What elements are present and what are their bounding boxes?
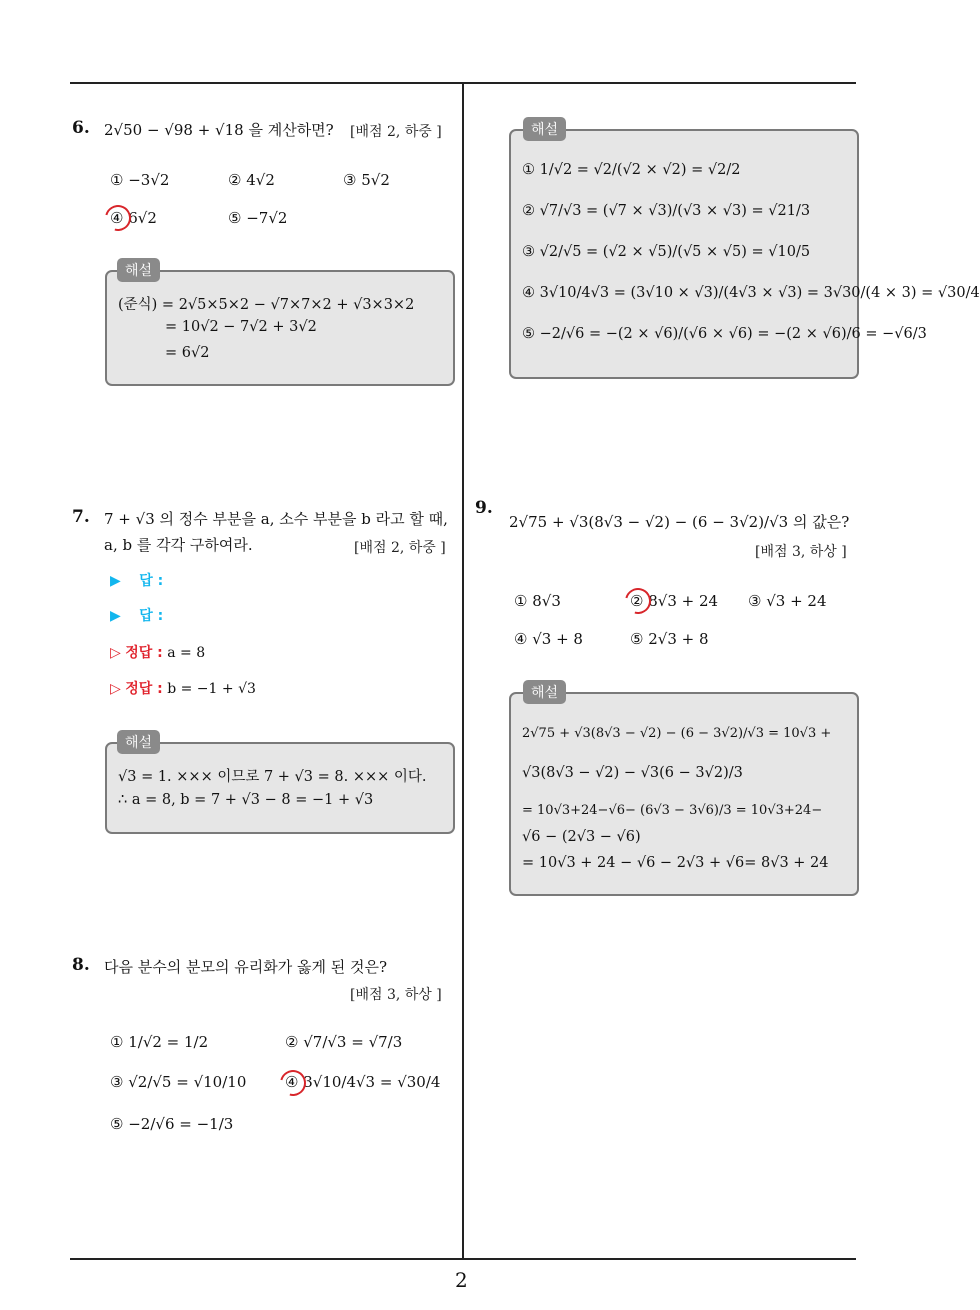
q8-solution-line-2: ② √7/√3 = (√7 × √3)/(√3 × √3) = √21/3 [522,203,811,219]
q9-solution-line-5: = 10√3 + 24 − √6 − 2√3 + √6= 8√3 + 24 [522,855,829,871]
q7-correct-label-1: 정답 : [125,645,163,661]
q8-meta: [배점 3, 하상 ] [350,987,442,1003]
q8-solution-line-4: ④ 3√10/4√3 = (3√10 × √3)/(4√3 × √3) = 3√30/(4 × 3) = √30/4 [522,285,980,301]
q7-meta: [배점 2, 하중 ] [354,540,446,556]
q6-option-5[interactable]: ⑤ −7√2 [228,209,288,227]
q7-solution-box [105,742,455,834]
q7-text-line-1: 7 + √3 의 정수 부분을 a, 소수 부분을 b 라고 할 때, [104,510,448,528]
q9-option-4[interactable]: ④ √3 + 8 [514,630,583,648]
page-number: 2 [455,1268,468,1292]
q6-solution-tag: 해설 [117,258,160,282]
q7-correct-value-2: b = −1 + √3 [167,681,256,697]
filled-triangle-icon: ▶ [110,608,121,624]
q6-solution-line-3: = 6√2 [165,345,210,361]
column-divider [462,83,464,1259]
q6-option-3[interactable]: ③ 5√2 [343,171,390,189]
q7-solution-tag: 해설 [117,730,160,754]
q9-solution-line-4: √6 − (2√3 − √6) [522,829,641,845]
outline-triangle-icon: ▷ [110,681,121,697]
q6-option-1[interactable]: ① −3√2 [110,171,170,189]
bottom-rule [70,1258,856,1260]
q9-option-3[interactable]: ③ √3 + 24 [748,592,827,610]
q8-option-4[interactable]: ④ 3√10/4√3 = √30/4 [285,1073,441,1091]
q9-solution-line-3: = 10√3+24−√6− (6√3 − 3√6)/3 = 10√3+24− [522,803,823,818]
q7-correct-value-1: a = 8 [167,645,206,661]
q7-solution-line-2: ∴ a = 8, b = 7 + √3 − 8 = −1 + √3 [118,792,374,808]
q7-answer-row-1[interactable] [110,570,163,590]
q9-text: 2√75 + √3(8√3 − √2) − (6 − 3√2)/√3 의 값은? [509,513,850,531]
q6-option-2[interactable]: ② 4√2 [228,171,275,189]
q6-solution-line-1: (준식) = 2√5×5×2 − √7×7×2 + √3×3×2 [118,297,415,313]
q7-correct-row-1 [110,642,205,662]
q8-solution-line-5: ⑤ −2/√6 = −(2 × √6)/(√6 × √6) = −(2 × √6)/6 = −√6/3 [522,326,927,342]
q9-solution-line-2: √3(8√3 − √2) − √3(6 − 3√2)/3 [522,765,743,781]
q7-number: 7. [72,507,90,527]
filled-triangle-icon: ▶ [110,573,121,589]
q6-number: 6. [72,118,90,138]
q9-solution-tag: 해설 [523,680,566,704]
q6-text: 2√50 − √98 + √18 을 계산하면? [104,121,334,139]
q6-meta: [배점 2, 하중 ] [350,124,442,140]
q8-option-2[interactable]: ② √7/√3 = √7/3 [285,1033,403,1051]
q8-text: 다음 분수의 분모의 유리화가 옳게 된 것은? [104,958,387,976]
q6-option-4[interactable]: ④ 6√2 [110,209,157,227]
q9-solution-line-1: 2√75 + √3(8√3 − √2) − (6 − 3√2)/√3 = 10√3 + [522,726,832,741]
q8-number: 8. [72,955,90,975]
q8-option-1[interactable]: ① 1/√2 = 1/2 [110,1033,209,1051]
q8-option-3[interactable]: ③ √2/√5 = √10/10 [110,1073,247,1091]
q7-text-line-2: a, b 를 각각 구하여라. [104,536,253,554]
q6-answer-circle-mark [100,200,136,236]
q9-number: 9. [475,498,493,518]
q8-solution-tag: 해설 [523,117,566,141]
q9-answer-circle-mark [620,583,656,619]
q7-correct-label-2: 정답 : [125,681,163,697]
q8-solution-line-1: ① 1/√2 = √2/(√2 × √2) = √2/2 [522,162,741,178]
q9-option-2[interactable]: ② 8√3 + 24 [630,592,719,610]
q7-solution-line-1: √3 = 1. ××× 이므로 7 + √3 = 8. ××× 이다. [118,769,427,785]
q8-solution-line-3: ③ √2/√5 = (√2 × √5)/(√5 × √5) = √10/5 [522,244,811,260]
outline-triangle-icon: ▷ [110,645,121,661]
q6-solution-line-2: = 10√2 − 7√2 + 3√2 [165,319,317,335]
q9-option-5[interactable]: ⑤ 2√3 + 8 [630,630,709,648]
q7-correct-row-2 [110,678,256,698]
q7-answer-label-2: 답 : [139,608,164,624]
q7-answer-label-1: 답 : [139,573,164,589]
q9-option-1[interactable]: ① 8√3 [514,592,561,610]
q9-meta: [배점 3, 하상 ] [755,544,847,560]
q8-answer-circle-mark [275,1065,311,1101]
q7-answer-row-2[interactable] [110,605,163,625]
q8-option-5[interactable]: ⑤ −2/√6 = −1/3 [110,1115,234,1133]
